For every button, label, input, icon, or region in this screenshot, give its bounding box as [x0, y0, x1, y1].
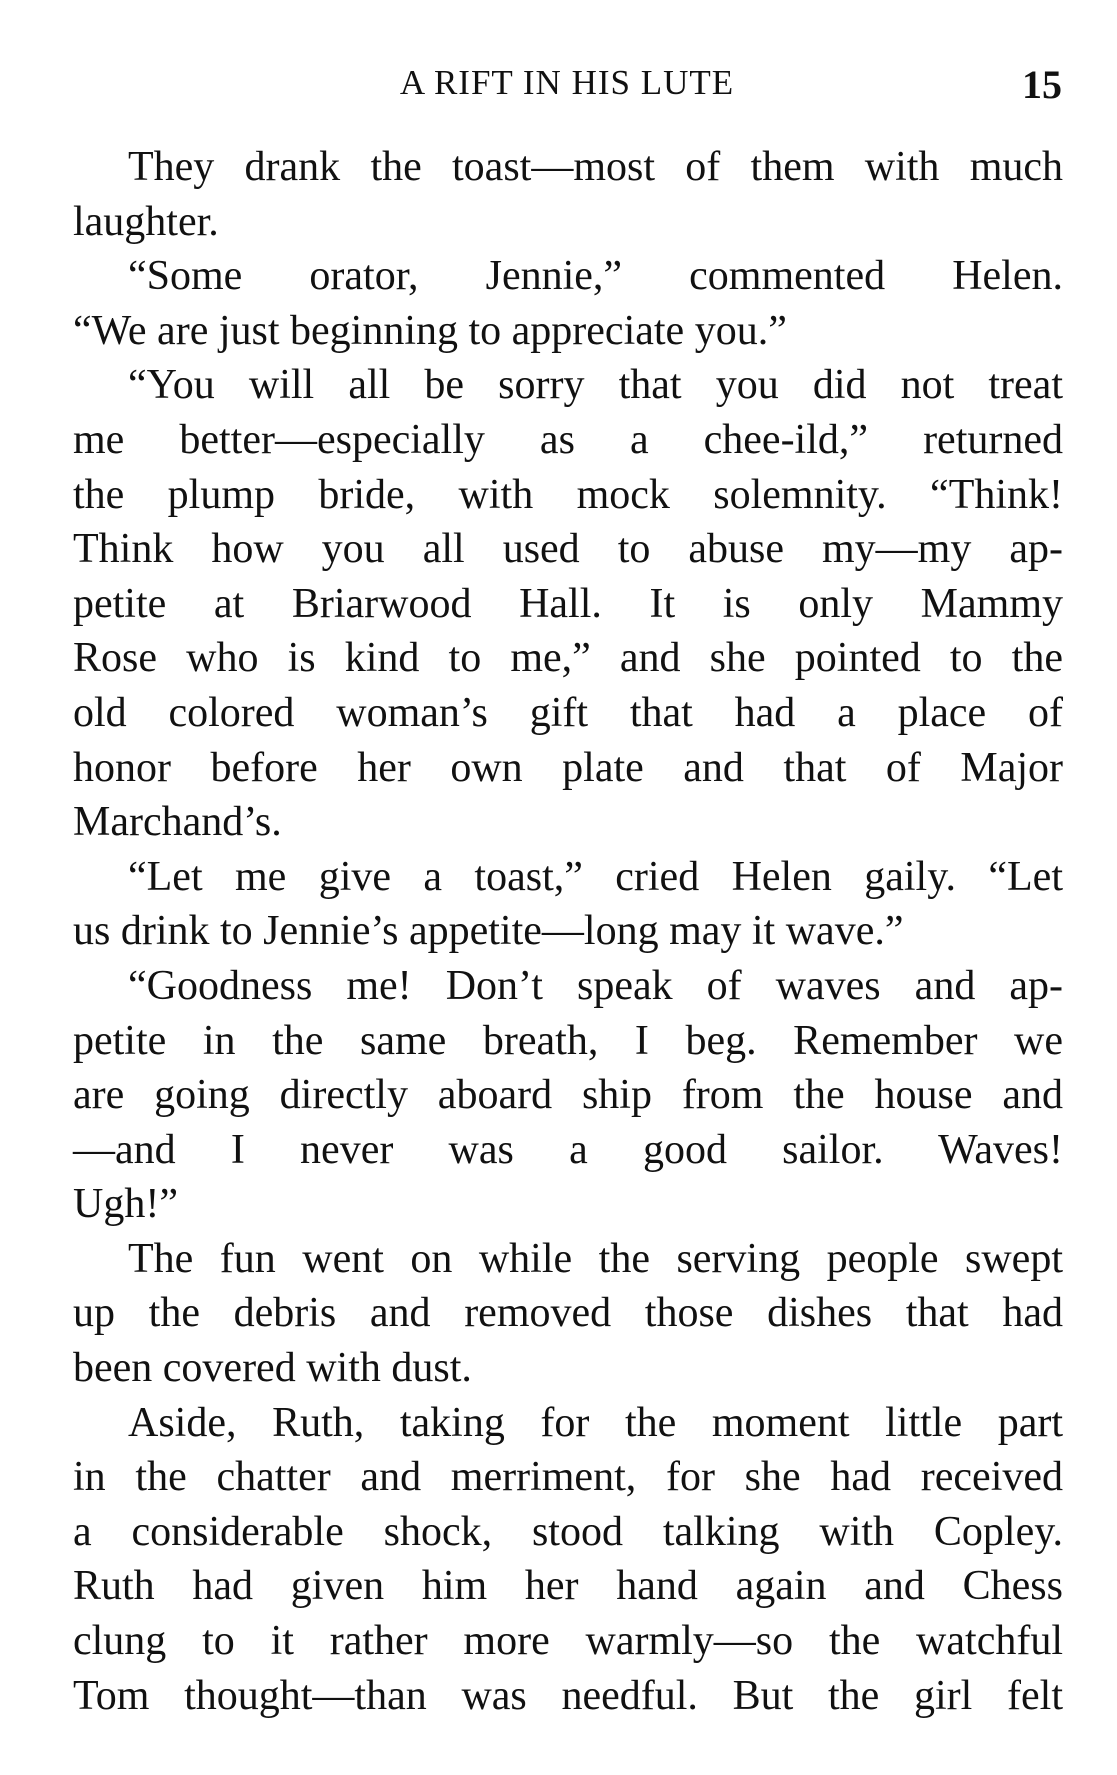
text-line: laughter. [73, 198, 219, 245]
text-line: Aside, Ruth, taking for the moment little part [128, 1399, 1063, 1446]
text-line: They drank the toast—most of them with much [128, 144, 1063, 190]
text-line: are going directly aboard ship from the house and [73, 1072, 1063, 1119]
page-number: 15 [1022, 62, 1062, 107]
text-line: “We are just beginning to appreciate you.” [73, 307, 787, 354]
text-line: honor before her own plate and that of Major [73, 744, 1063, 791]
text-line: Rose who is kind to me,” and she pointed to the [73, 635, 1063, 682]
text-line: the plump bride, with mock solemnity. “Think! [73, 471, 1063, 518]
text-line: been covered with dust. [73, 1345, 472, 1392]
text-line: “Let me give a toast,” cried Helen gaily. “Let [128, 853, 1063, 900]
text-line: Ugh!” [73, 1181, 178, 1228]
text-line: —and I never was a good sailor. Waves! [73, 1126, 1063, 1173]
text-line: petite in the same breath, I beg. Remember we [73, 1017, 1063, 1064]
page-header [72, 58, 1062, 108]
text-line: Marchand’s. [73, 799, 282, 846]
running-head: A RIFT IN HIS LUTE [399, 63, 735, 102]
text-line: clung to it rather more warmly—so the watchful [73, 1618, 1063, 1665]
text-line: “Goodness me! Don’t speak of waves and ap- [128, 962, 1063, 1009]
text-line: Tom thought—than was needful. But the girl felt [73, 1672, 1063, 1719]
body-text [73, 140, 1063, 1723]
text-line: in the chatter and merriment, for she had received [73, 1454, 1063, 1501]
text-line: Ruth had given him her hand again and Chess [73, 1563, 1063, 1610]
text-line: Think how you all used to abuse my—my ap- [73, 526, 1063, 573]
text-line: The fun went on while the serving people swept [128, 1235, 1063, 1282]
text-line: petite at Briarwood Hall. It is only Mammy [73, 580, 1063, 627]
text-line: up the debris and removed those dishes that had [73, 1290, 1063, 1337]
text-line: old colored woman’s gift that had a place of [73, 689, 1063, 736]
text-line: us drink to Jennie’s appetite—long may it wave.” [73, 908, 904, 955]
text-line: “You will all be sorry that you did not treat [128, 362, 1063, 409]
text-line: a considerable shock, stood talking with Copley. [73, 1508, 1063, 1555]
text-line: “Some orator, Jennie,” commented Helen. [128, 253, 1063, 300]
text-line: me better—especially as a chee-ild,” returned [73, 416, 1063, 463]
